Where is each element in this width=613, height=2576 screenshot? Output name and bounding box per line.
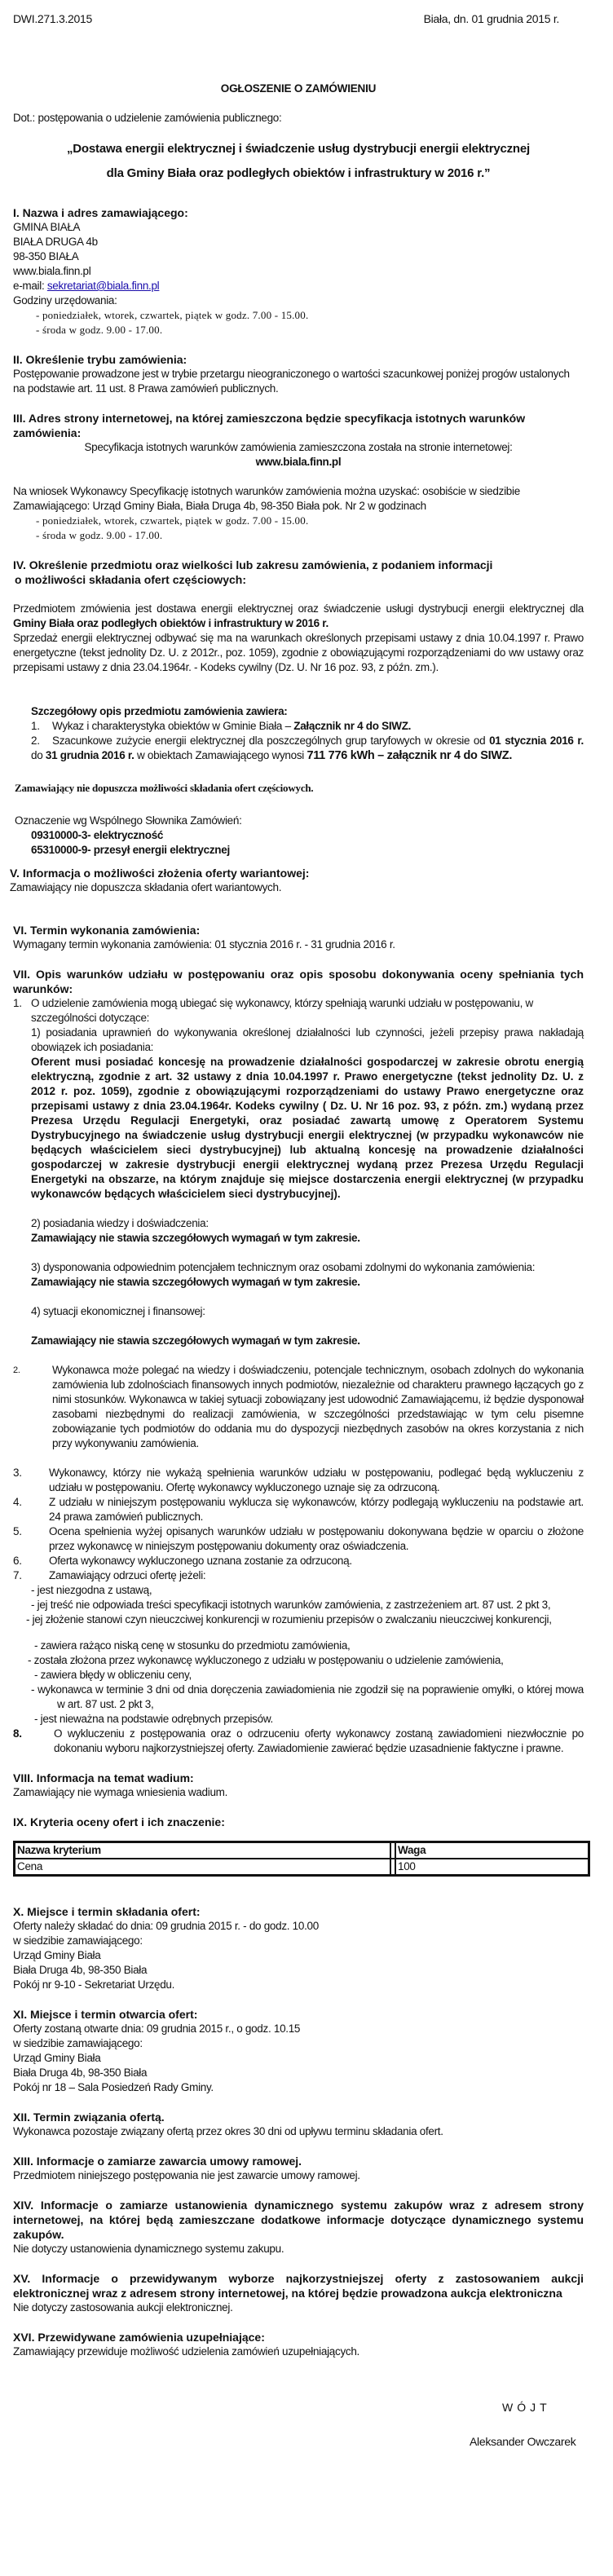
section-text: Wykonawca pozostaje związany ofertą przez okres 30 dni od upływu terminu składania ofert. [13, 2125, 443, 2137]
no-partial-offers: Zamawiający nie dopuszcza możliwości składania ofert częściowych. [15, 782, 314, 794]
rejection-reason-8: - jest nieważna na podstawie odrębnych przepisów. [34, 1713, 273, 1725]
item-text: Z udziału w niniejszym postępowaniu wyklucza się wykonawców, którzy podlegają wykluczeniu na podstawie art. 24 prawa zamówień publicznych. [49, 1496, 584, 1523]
text-run-bold: Gminy Biała oraz podległych obiektów i infrastruktury w 2016 r. [13, 617, 329, 629]
authority-street: BIAŁA DRUGA 4b [13, 236, 98, 248]
criteria-table [13, 1841, 590, 1877]
condition-1-sub-4-bold: Zamawiający nie stawia szczegółowych wymagań w tym zakresie. [31, 1334, 360, 1347]
cell-weight: 100 [395, 1859, 589, 1875]
section-13-framework [13, 2154, 584, 2183]
item-text: Wykonawcy, którzy nie wykażą spełnienia warunków udziału w postępowaniu, podlegać będą wykluczeniu z udziału w postępowaniu. Ofertę wykonawcy wykluczonego uznaje się za odrzuconą. [49, 1467, 584, 1493]
signatory-role: WÓJT [502, 2401, 551, 2414]
item-number: 4. [13, 1496, 22, 1508]
subject-paragraph-2: Sprzedaż energii elektrycznej odbywać się ma na warunkach określonych przepisami ustawy z dnia 10.04.1997 r. Prawo energetyczne (tekst jednolity Dz. U. z 2012r., poz. 1059), zgodnie z obowiązującymi rozporządzeniami do ww ustawy oraz przepisami ustawy z dnia 23.04.1964r. - Kodeks cywilny (Dz. U. Nr 16 poz. 93, z późn. zm.). [13, 632, 584, 673]
detail-description [13, 704, 584, 763]
office-hours-2: - środa w godz. 9.00 - 17.00. [36, 324, 163, 336]
item-number: 2. [13, 1365, 20, 1375]
condition-1-sub-3-bold: Zamawiający nie stawia szczegółowych wymagań w tym zakresie. [31, 1276, 360, 1288]
text-run-bold: 711 776 kWh – załącznik nr 4 do SIWZ. [306, 749, 513, 762]
section-heading: I. Nazwa i adres zamawiającego: [13, 206, 188, 219]
section-heading: VI. Termin wykonania zamówienia: [13, 924, 201, 937]
text-run: w obiektach Zamawiającego wynosi [134, 749, 307, 761]
section-heading: III. Adres strony internetowej, na której zamieszczona będzie specyfikacja istotnych warunków zamówienia: [13, 412, 526, 439]
detail-heading: Szczegółowy opis przedmiotu zamówienia zawiera: [31, 705, 288, 717]
spec-url[interactable]: www.biala.finn.pl [255, 456, 342, 468]
cell-criterion: Cena [15, 1859, 390, 1875]
place-date: Biała, dn. 01 grudnia 2015 r. [423, 12, 559, 25]
item-number: 1. [13, 997, 22, 1009]
section-heading: II. Określenie trybu zamówienia: [13, 353, 187, 366]
section-text: Nie dotyczy ustanowienia dynamicznego systemu zakupu. [13, 2243, 284, 2255]
submission-room: Pokój nr 9-10 - Sekretariat Urzędu. [13, 1978, 175, 1991]
rejection-reason-7: - wykonawca w terminie 3 dni od dnia doręczenia zawiadomienia nie zgodził się na poprawienie omyłki, o której mowa w art. 87 ust. 2 pkt 3, [31, 1683, 584, 1710]
item-number: 5. [13, 1525, 22, 1537]
section-heading: VII. Opis warunków udziału w postępowaniu oraz opis sposobu dokonywania oceny spełniania tych warunków: [13, 968, 584, 995]
authority-website: www.biala.finn.pl [13, 265, 91, 277]
section-3-website [13, 411, 584, 543]
section-heading: XIV. Informacje o zamiarze ustanowienia dynamicznego systemu zakupów wraz z adresem strony internetowej, na której będą zamieszczane dodatkowe informacje dotyczące dynamicznego systemu zakupów. [13, 2199, 584, 2241]
item-number: 3. [13, 1467, 22, 1479]
section-heading: XV. Informacje o przewidywanym wyborze najkorzystniejszej oferty z zastosowaniem aukcji elektronicznej wraz z adresem strony internetowej, na której będzie prowadzona aukcja elektroniczna [13, 2272, 584, 2300]
text-run: Przedmiotem zmówienia jest dostawa energii elektrycznej oraz świadczenie usługi dystrybucji energii elektrycznej dla [13, 602, 584, 615]
regarding-line: Dot.: postępowania o udzielenie zamówienia publicznego: [13, 112, 282, 124]
authority-email-row [13, 279, 584, 293]
rejection-reason-5: - została złożona przez wykonawcę wykluczonego z udziału w postępowaniu o udzielenie zamówienia, [28, 1654, 504, 1666]
section-heading: XIII. Informacje o zamiarze zawarcia umowy ramowej. [13, 2155, 302, 2168]
text-run-bold: 31 grudnia 2016 r. [45, 749, 135, 761]
condition-item-8 [13, 1727, 584, 1756]
item-text: O wykluczeniu z postępowania oraz o odrzuceniu oferty wykonawcy zostaną zawiadomieni niezwłocznie po dokonaniu wyboru najkorzystniejszej oferty. Zawiadomienie zawierać będzie uzasadnienie faktyczne i prawne. [54, 1727, 584, 1754]
reference-number: DWI.271.3.2015 [13, 12, 92, 25]
rejection-reason-6: - zawiera błędy w obliczeniu ceny, [34, 1669, 192, 1681]
section-heading-cont: o możliwości składania ofert częściowych: [15, 573, 246, 586]
signatory-name: Aleksander Owczarek [470, 2435, 576, 2448]
section-heading: XI. Miejsce i termin otwarcia ofert: [13, 2008, 198, 2021]
condition-1-sub-2-bold: Zamawiający nie stawia szczegółowych wymagań w tym zakresie. [31, 1232, 360, 1244]
cpv-label: Oznaczenie wg Wspólnego Słownika Zamówień: [15, 814, 242, 827]
cpv-code-1: 09310000-3- elektryczność [31, 829, 164, 841]
section-9-criteria [13, 1815, 584, 1877]
item-number: 6. [13, 1555, 22, 1567]
office-hours-label: Godziny urzędowania: [13, 294, 117, 307]
section-text: Nie dotyczy zastosowania aukcji elektronicznej. [13, 2301, 233, 2314]
authority-name: GMINA BIAŁA [13, 221, 81, 233]
request-hours-2: - środa w godz. 9.00 - 17.00. [36, 529, 163, 541]
section-6-deadline [13, 923, 584, 952]
submission-office: Urząd Gminy Biała [13, 1949, 101, 1961]
item-text: O udzielenie zamówienia mogą ubiegać się wykonawcy, którzy spełniają warunki udziału w postępowaniu, w szczególności dotyczące: [31, 997, 533, 1024]
document-title: OGŁOSZENIE O ZAMÓWIENIU [220, 82, 377, 95]
subject-title [13, 137, 584, 186]
office-hours-1: - poniedziałek, wtorek, czwartek, piątek w godz. 7.00 - 15.00. [36, 309, 309, 321]
subject-paragraph-1 [13, 602, 584, 631]
section-heading: VIII. Informacja na temat wadium: [13, 1771, 194, 1784]
condition-item-5 [13, 1524, 584, 1554]
section-heading: X. Miejsce i termin składania ofert: [13, 1905, 201, 1918]
item-number: 8. [13, 1727, 22, 1740]
condition-item-1 [13, 996, 584, 1026]
table-row [15, 1859, 589, 1875]
detail-item-2 [31, 734, 584, 763]
detail-item-1 [31, 719, 584, 734]
section-11-opening [13, 2007, 584, 2095]
email-label: e-mail: [13, 280, 47, 292]
email-link[interactable]: sekretariat@biala.finn.pl [46, 280, 160, 292]
section-8-deposit [13, 1771, 584, 1800]
rejection-reason-3: - jej złożenie stanowi czyn nieuczciwej konkurencji w rozumieniu przepisów o zwalczaniu nieuczciwej konkurencji, [26, 1613, 552, 1625]
item-text: Wykonawca może polegać na wiedzy i doświadczeniu, potencjale technicznym, osobach zdolnych do wykonania zamówienia lub zdolnościach finansowych innych podmiotów, niezależnie od charakteru prawnego łączących go z nimi stosunków. Wykonawca w takiej sytuacji zobowiązany jest udowodnić Zamawiającemu, iż będzie dysponował zasobami niezbędnymi do realizacji zamówienia, w szczególności przedstawiając w tym celu pisemne zobowiązanie tych podmiotów do oddania mu do dyspozycji niezbędnych zasobów na okres korzystania z nich przy wykonywaniu zamówienia. [52, 1364, 584, 1449]
rejection-reason-2: - jej treść nie odpowiada treści specyfikacji istotnych warunków zamówienia, z zastrzeżeniem art. 87 ust. 2 pkt 3, [31, 1599, 551, 1611]
opening-room: Pokój nr 18 – Sala Posiedzeń Rady Gminy. [13, 2081, 214, 2093]
section-text: Wymagany termin wykonania zamówienia: 01 stycznia 2016 r. - 31 grudnia 2016 r. [13, 938, 395, 951]
section-text: Zamawiający nie wymaga wniesienia wadium. [13, 1786, 228, 1798]
subject-line-2: dla Gminy Biała oraz podległych obiektów i infrastruktury w 2016 r.” [106, 166, 491, 180]
opening-location-label: w siedzibie zamawiającego: [13, 2037, 143, 2049]
item-number: 1. [31, 720, 40, 732]
authority-city: 98-350 BIAŁA [13, 250, 79, 262]
condition-item-6 [13, 1554, 584, 1568]
text-run: Szacunkowe zużycie energii elektrycznej dla poszczególnych grup taryfowych w okresie od [52, 734, 490, 747]
spec-text: Specyfikacja istotnych warunków zamówienia zamieszczona została na stronie internetowej: [84, 441, 513, 453]
table-header-row [15, 1842, 589, 1859]
section-10-submission [13, 1904, 584, 1992]
header-weight: Waga [395, 1842, 589, 1859]
condition-1-sub-4: 4) sytuacji ekonomicznej i finansowej: [31, 1305, 205, 1317]
section-5-variant [10, 866, 584, 895]
section-heading: V. Informacja o możliwości złożenia oferty wariantowej: [10, 867, 310, 880]
section-7-conditions [13, 967, 584, 1756]
opening-address: Biała Druga 4b, 98-350 Biała [13, 2067, 148, 2079]
section-heading: XII. Termin związania ofertą. [13, 2111, 165, 2124]
section-16-supplementary [13, 2330, 584, 2359]
section-1-contracting-authority [13, 205, 584, 337]
section-15-e-auction [13, 2271, 584, 2315]
document-header [13, 11, 584, 26]
condition-1-sub-2: 2) posiadania wiedzy i doświadczenia: [31, 1217, 209, 1229]
condition-1-sub-3: 3) dysponowania odpowiednim potencjałem technicznym oraz osobami zdolnymi do wykonania zamówienia: [31, 1261, 536, 1273]
section-text: Przedmiotem niniejszego postępowania nie jest zawarcie umowy ramowej. [13, 2169, 360, 2181]
item-text: Ocena spełnienia wyżej opisanych warunków udziału w postępowaniu dokonywana będzie w oparciu o złożone przez wykonawcę w niniejszym postępowaniu dokumenty oraz oświadczenia. [49, 1525, 584, 1552]
request-hours-1: - poniedziałek, wtorek, czwartek, piątek w godz. 7.00 - 15.00. [36, 514, 309, 527]
subject-line-1: „Dostawa energii elektrycznej i świadczenie usług dystrybucji energii elektrycznej [67, 142, 530, 156]
submission-address: Biała Druga 4b, 98-350 Biała [13, 1964, 148, 1976]
section-text: Zamawiający przewiduje możliwość udzielenia zamówień uzupełniających. [13, 2345, 360, 2358]
item-text: Oferta wykonawcy wykluczonego uznana zostanie za odrzuconą. [49, 1555, 352, 1567]
text-run: Wykaz i charakterystyka obiektów w Gminie Biała – [52, 720, 294, 732]
rejection-reason-1: - jest niezgodna z ustawą, [31, 1584, 152, 1596]
item-text: Zamawiający odrzuci ofertę jeżeli: [49, 1569, 206, 1581]
condition-1-sub-1: 1) posiadania uprawnień do wykonywania określonej działalności lub czynności, jeżeli przepisy prawa nakładają obowiązek ich posiadania: [31, 1026, 584, 1053]
rejection-reason-4: - zawiera rażąco niską cenę w stosunku do przedmiotu zamówienia, [34, 1639, 351, 1652]
submission-location-label: w siedzibie zamawiającego: [13, 1934, 143, 1947]
opening-date: Oferty zostaną otwarte dnia: 09 grudnia 2015 r., o godz. 10.15 [13, 2022, 301, 2035]
item-number: 2. [31, 734, 40, 747]
submission-deadline: Oferty należy składać do dnia: 09 grudnia 2015 r. - do godz. 10.00 [13, 1920, 319, 1932]
condition-item-7 [13, 1568, 584, 1583]
section-12-binding [13, 2110, 584, 2139]
section-text: Postępowanie prowadzone jest w trybie przetargu nieograniczonego o wartości szacunkowej poniżej progów ustalonych na podstawie art. 11 ust. 8 Prawa zamówień publicznych. [13, 368, 570, 395]
section-text: Zamawiający nie dopuszcza składania ofert wariantowych. [10, 881, 282, 893]
condition-item-2 [13, 1363, 584, 1451]
signature-block [13, 2400, 584, 2498]
request-text: Na wniosek Wykonawcy Specyfikację istotnych warunków zamówienia można uzyskać: osobiście w siedzibie Zamawiającego: Urząd Gminy Biała, Biała Druga 4b, 98-350 Biała pok. Nr 2 w godzinach [13, 485, 520, 512]
text-run-bold: Załącznik nr 4 do SIWZ. [293, 720, 412, 732]
condition-item-3 [13, 1466, 584, 1495]
section-2-procedure [13, 352, 584, 396]
header-criterion: Nazwa kryterium [15, 1842, 390, 1859]
condition-item-4 [13, 1495, 584, 1524]
condition-1-sub-1-bold: Oferent musi posiadać koncesję na prowadzenie działalności gospodarczej w zakresie obrotu energią elektryczną, zgodnie z art. 32 ustawy z dnia 10.04.1997 r. Prawo energetyczne (tekst jednolity Dz. U. z 2012 r. poz. 1059), zgodnie z obowiązującymi rozporządzeniami do ustawy Prawo energetyczne oraz przepisami ustawy z dnia 23.04.1964r. Kodeks cywilny ( Dz. U. Nr 16 poz. 93, z późn. zm.) wydaną przez Prezesa Urzędu Regulacji Energetyki, oraz posiadać zawartą umowę z Operatorem Systemu Dystrybucyjnego na świadczenie usług dystrybucji energii elektrycznej (w przypadku wykonawców nie będących właścicielem sieci dystrybucyjnej) lub aktualną koncesję na prowadzenie działalności gospodarczej w zakresie dystrybucji energii elektrycznej wydaną przez Prezesa Urzędu Regulacji Energetyki na obszarze, na którym znajduje się miejsce dostarczenia energii elektrycznej (w przypadku wykonawców będących właścicielem sieci dystrybucyjnej). [31, 1056, 584, 1200]
text-run-bold: 01 stycznia 2016 r. [489, 734, 584, 747]
opening-office: Urząd Gminy Biała [13, 2052, 101, 2064]
section-heading: XVI. Przewidywane zamówienia uzupełniające: [13, 2331, 265, 2344]
section-heading: IX. Kryteria oceny ofert i ich znaczenie: [13, 1815, 225, 1828]
section-14-dynamic-system [13, 2198, 584, 2256]
section-heading: IV. Określenie przedmiotu oraz wielkości lub zakresu zamówienia, z podaniem informacji [13, 558, 493, 571]
text-run: do [31, 749, 46, 761]
section-4-subject [13, 558, 584, 858]
cpv-code-2: 65310000-9- przesył energii elektrycznej [31, 844, 230, 856]
item-number: 7. [13, 1569, 22, 1581]
